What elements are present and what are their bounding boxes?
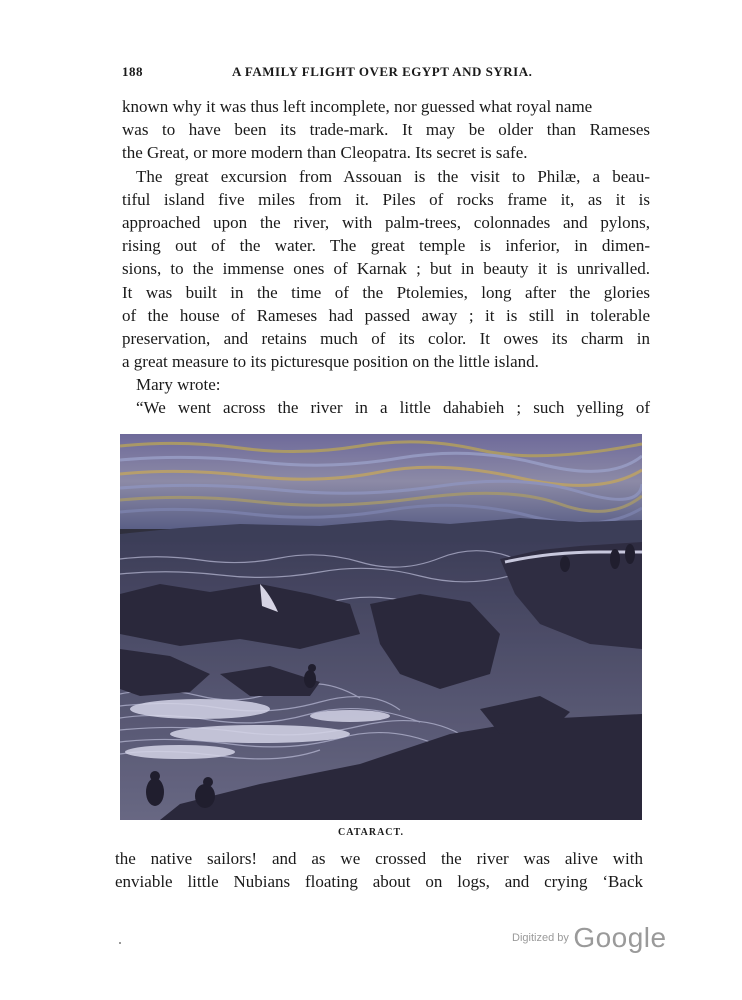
text-line: known why it was thus left incomplete, nor guessed what royal name (122, 97, 593, 116)
text-line: It was built in the time of the Ptolemies, long after the glories (122, 282, 650, 302)
digitized-watermark (512, 922, 667, 954)
google-logo: Google (573, 922, 667, 953)
figure-caption: CATARACT. (338, 827, 404, 838)
text-line: the Great, or more modern than Cleopatra. Its secret is safe. (122, 143, 528, 163)
text-line: rising out of the water. The great temple is inferior, in dimen- (122, 236, 650, 256)
text-line: enviable little Nubians floating about on logs, and crying ‘Back (115, 872, 643, 892)
text-line: “We went across the river in a little dahabieh ; such yelling of (136, 398, 650, 418)
text-line: The great excursion from Assouan is the visit to Philæ, a beau- (136, 166, 650, 186)
text-line: was to have been its trade-mark. It may be older than Rameses (122, 120, 650, 140)
cataract-engraving (120, 434, 642, 820)
text-line: approached upon the river, with palm-trees, colonnades and pylons, (122, 212, 650, 232)
text-line: the native sailors! and as we crossed the river was alive with (115, 849, 643, 868)
text-line: of the house of Rameses had passed away ; it is still in tolerable (122, 305, 650, 325)
text-line: tiful island five miles from it. Piles of rocks frame it, as it is (122, 189, 650, 209)
page-number: 188 (122, 64, 143, 79)
body-text-bottom (115, 847, 643, 893)
watermark-prefix: Digitized by (512, 932, 569, 944)
text-line: preservation, and retains much of its color. It owes its charm in (122, 328, 650, 348)
body-text-top (122, 95, 650, 420)
scan-speck (119, 942, 121, 944)
text-line: sions, to the immense ones of Karnak ; but in beauty it is unrivalled. (122, 259, 650, 279)
running-title: A FAMILY FLIGHT OVER EGYPT AND SYRIA. (232, 64, 533, 79)
text-line: a great measure to its picturesque position on the little island. (122, 352, 539, 372)
text-line: Mary wrote: (136, 375, 221, 395)
